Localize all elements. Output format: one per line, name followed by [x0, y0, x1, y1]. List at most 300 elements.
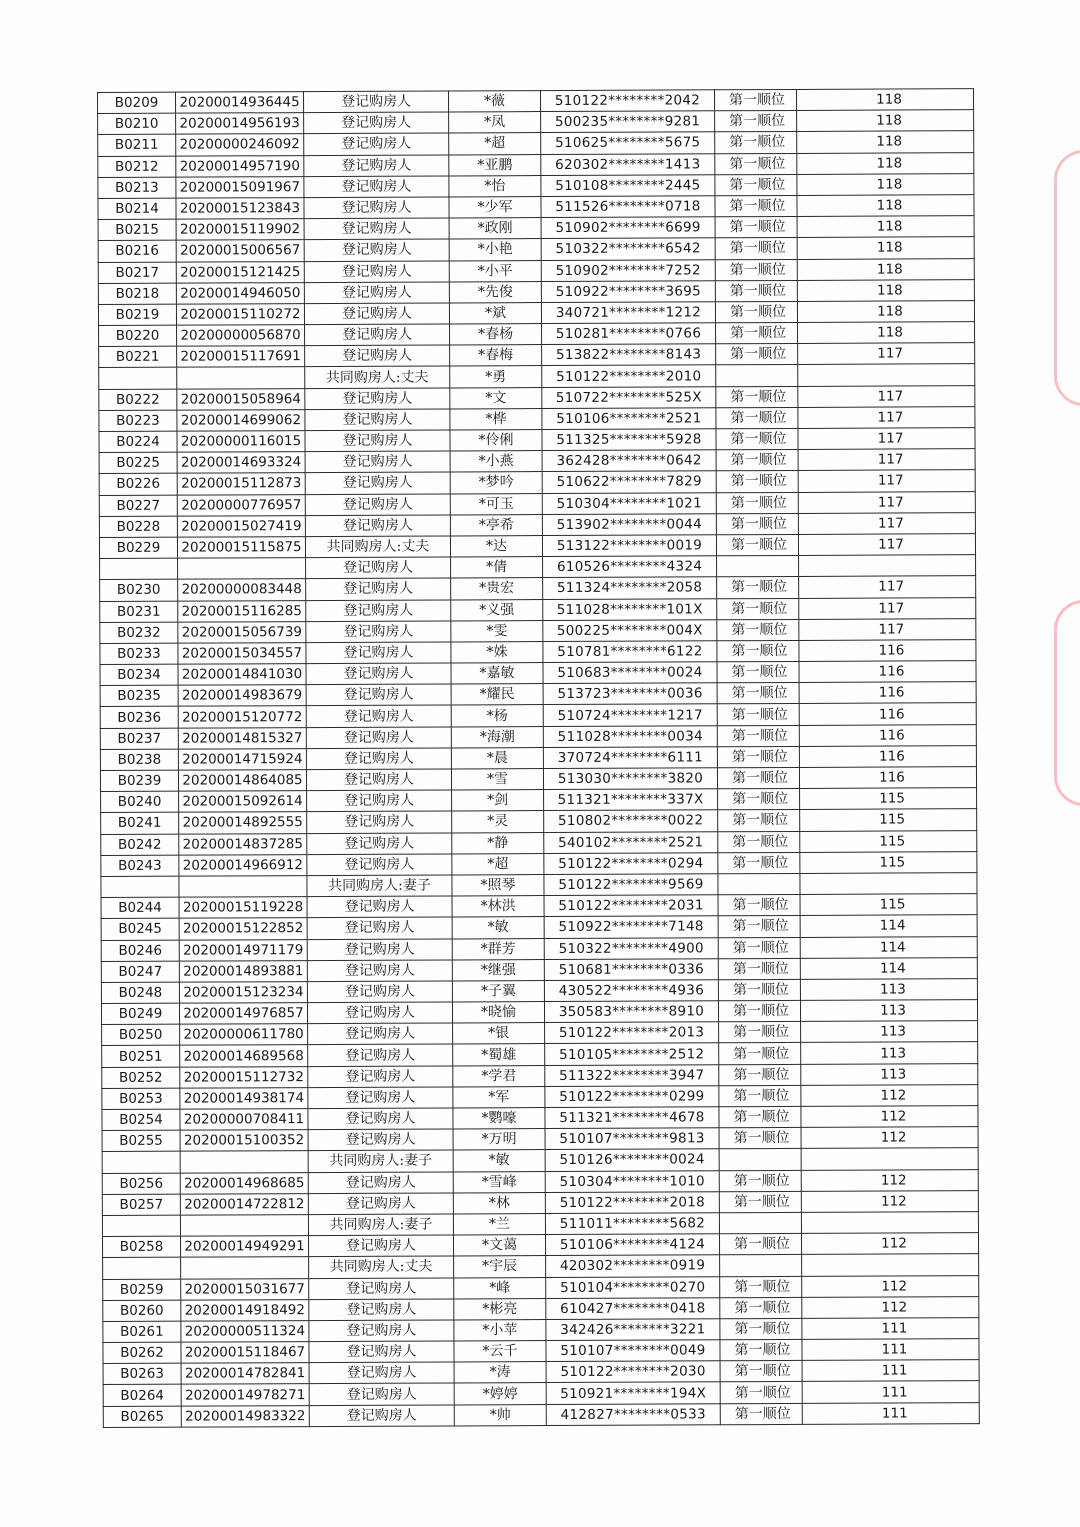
cell-id-number: 510122********0299: [545, 1086, 719, 1108]
cell-priority-order: 第一顺位: [716, 407, 798, 429]
cell-priority-order: 第一顺位: [717, 598, 799, 620]
cell-registration-no: 20200014864085: [178, 770, 306, 792]
cell-buyer-name: *勇: [450, 366, 542, 388]
cell-seq-no: B0265: [103, 1406, 181, 1428]
cell-seq-no: B0237: [100, 728, 178, 750]
cell-buyer-role: 登记购房人: [305, 451, 450, 473]
red-seal-mark-lower: [1054, 600, 1080, 806]
cell-score: 118: [797, 237, 974, 259]
cell-registration-no: [181, 1257, 309, 1279]
cell-priority-order: 第一顺位: [716, 450, 798, 472]
cell-buyer-name: *超: [452, 853, 544, 875]
cell-score: 112: [802, 1296, 979, 1318]
cell-id-number: 510108********2445: [541, 175, 715, 197]
cell-buyer-role: 登记购房人: [308, 1044, 453, 1066]
cell-id-number: 510724********1217: [543, 704, 717, 726]
cell-priority-order: [716, 365, 798, 387]
cell-priority-order: 第一顺位: [718, 979, 800, 1001]
cell-priority-order: 第一顺位: [717, 746, 799, 768]
cell-registration-no: [177, 367, 305, 389]
cell-score: 116: [799, 724, 976, 746]
cell-buyer-name: *文蔼: [453, 1235, 545, 1257]
cell-buyer-role: 登记购房人: [304, 218, 449, 240]
cell-score: 114: [800, 936, 977, 958]
cell-priority-order: 第一顺位: [717, 662, 799, 684]
cell-buyer-role: 登记购房人: [305, 324, 450, 346]
cell-buyer-role: 登记购房人: [305, 430, 450, 452]
cell-registration-no: 20200000708411: [180, 1109, 308, 1131]
cell-id-number: 510122********2030: [546, 1361, 720, 1383]
cell-priority-order: 第一顺位: [719, 1106, 801, 1128]
cell-id-number: 510304********1010: [545, 1170, 719, 1192]
cell-id-number: 510802********0022: [544, 810, 718, 832]
cell-priority-order: 第一顺位: [718, 958, 800, 980]
cell-buyer-role: 登记购房人: [308, 1235, 453, 1257]
cell-id-number: 500225********004X: [543, 619, 717, 641]
cell-buyer-name: *兰: [453, 1213, 545, 1235]
cell-seq-no: B0231: [100, 601, 178, 623]
cell-buyer-role: 登记购房人: [306, 578, 451, 600]
cell-score: 111: [802, 1402, 979, 1424]
cell-priority-order: 第一顺位: [718, 852, 800, 874]
cell-buyer-name: *敏: [452, 917, 544, 939]
cell-seq-no: B0232: [100, 622, 178, 644]
cell-registration-no: 20200000056870: [177, 325, 305, 347]
cell-buyer-name: *峰: [454, 1277, 546, 1299]
cell-id-number: 510122********2013: [545, 1022, 719, 1044]
cell-buyer-role: 登记购房人: [306, 642, 451, 664]
cell-id-number: 510902********6699: [541, 217, 715, 239]
cell-priority-order: 第一顺位: [720, 1403, 802, 1425]
cell-score: 118: [797, 258, 974, 280]
cell-registration-no: 20200014983679: [178, 685, 306, 707]
table-body: [98, 89, 980, 1428]
cell-priority-order: [717, 556, 799, 578]
cell-buyer-name: *伶俐: [450, 430, 542, 452]
cell-buyer-role: 登记购房人: [306, 557, 451, 579]
cell-id-number: 510122********9569: [544, 874, 718, 896]
cell-buyer-name: *彬亮: [454, 1298, 546, 1320]
cell-buyer-role: 登记购房人: [308, 1129, 453, 1151]
cell-seq-no: B0234: [100, 664, 178, 686]
cell-buyer-role: 登记购房人: [306, 748, 451, 770]
cell-id-number: 510105********2512: [545, 1043, 719, 1065]
cell-buyer-name: *剑: [452, 790, 544, 812]
cell-score: 113: [800, 979, 977, 1001]
cell-id-number: 510281********0766: [542, 323, 716, 345]
cell-buyer-role: 登记购房人: [308, 1108, 453, 1130]
cell-score: 115: [800, 809, 977, 831]
cell-registration-no: [178, 558, 306, 580]
cell-seq-no: B0259: [103, 1279, 181, 1301]
cell-seq-no: B0250: [102, 1024, 180, 1046]
cell-id-number: 342426********3221: [546, 1319, 720, 1341]
cell-registration-no: 20200014946050: [176, 282, 304, 304]
cell-score: 111: [802, 1381, 979, 1403]
cell-priority-order: 第一顺位: [718, 895, 800, 917]
cell-buyer-name: *凤: [449, 112, 541, 134]
cell-buyer-role: 登记购房人: [304, 155, 449, 177]
cell-score: 114: [800, 915, 977, 937]
cell-buyer-name: *薇: [448, 91, 540, 113]
cell-registration-no: 20200015112732: [180, 1066, 308, 1088]
cell-registration-no: 20200014893881: [179, 960, 307, 982]
cell-buyer-role: 登记购房人: [304, 303, 449, 325]
cell-buyer-role: 登记购房人: [306, 663, 451, 685]
cell-score: 118: [796, 89, 973, 111]
cell-id-number: 620302********1413: [541, 153, 715, 175]
cell-priority-order: 第一顺位: [717, 577, 799, 599]
cell-priority-order: 第一顺位: [720, 1297, 802, 1319]
cell-seq-no: B0247: [101, 961, 179, 983]
cell-id-number: 510104********0270: [546, 1276, 720, 1298]
cell-buyer-role: 登记购房人: [307, 938, 452, 960]
cell-buyer-role: 登记购房人: [306, 684, 451, 706]
cell-priority-order: 第一顺位: [720, 1318, 802, 1340]
document-sheet: [97, 88, 979, 1428]
cell-priority-order: 第一顺位: [715, 280, 797, 302]
cell-buyer-name: *群芳: [452, 938, 544, 960]
cell-seq-no: B0210: [98, 113, 176, 135]
cell-priority-order: 第一顺位: [715, 174, 797, 196]
cell-registration-no: 20200014936445: [176, 92, 304, 114]
cell-priority-order: 第一顺位: [718, 1001, 800, 1023]
cell-score: 118: [797, 173, 974, 195]
cell-buyer-name: *怡: [449, 175, 541, 197]
cell-buyer-name: *敏: [453, 1150, 545, 1172]
cell-score: 116: [799, 661, 976, 683]
cell-score: 118: [797, 279, 974, 301]
cell-seq-no: B0230: [100, 579, 178, 601]
cell-score: 117: [799, 618, 976, 640]
cell-score: 112: [801, 1169, 978, 1191]
cell-priority-order: 第一顺位: [720, 1339, 802, 1361]
cell-registration-no: 20200015112873: [177, 473, 305, 495]
cell-priority-order: 第一顺位: [720, 1382, 802, 1404]
cell-buyer-role: 登记购房人: [307, 790, 452, 812]
cell-score: 112: [801, 1190, 978, 1212]
cell-seq-no: B0260: [103, 1300, 181, 1322]
cell-score: 113: [801, 1042, 978, 1064]
cell-buyer-role: 登记购房人: [304, 133, 449, 155]
cell-score: [798, 364, 975, 386]
cell-buyer-name: *雯: [451, 620, 543, 642]
cell-id-number: 370724********6111: [543, 747, 717, 769]
cell-buyer-role: 登记购房人: [307, 854, 452, 876]
table-row: [103, 1402, 979, 1427]
cell-score: 116: [799, 703, 976, 725]
cell-score: 117: [798, 406, 975, 428]
cell-id-number: 511325********5928: [542, 429, 716, 451]
cell-buyer-name: *政刚: [449, 218, 541, 240]
cell-id-number: 540102********2521: [544, 831, 718, 853]
cell-id-number: 513122********0019: [542, 535, 716, 557]
cell-score: 115: [800, 788, 977, 810]
cell-buyer-name: *亚鹏: [449, 154, 541, 176]
cell-seq-no: B0224: [99, 431, 177, 453]
cell-score: 118: [797, 216, 974, 238]
cell-id-number: 340721********1212: [541, 302, 715, 324]
cell-buyer-name: *晨: [451, 747, 543, 769]
cell-registration-no: 20200014918492: [181, 1299, 309, 1321]
cell-seq-no: [102, 1152, 180, 1174]
cell-id-number: 510107********9813: [545, 1128, 719, 1150]
cell-buyer-name: *少军: [449, 197, 541, 219]
cell-priority-order: 第一顺位: [716, 386, 798, 408]
cell-score: 116: [799, 640, 976, 662]
cell-seq-no: B0225: [99, 452, 177, 474]
cell-registration-no: 20200015122852: [179, 918, 307, 940]
cell-registration-no: 20200014957190: [176, 155, 304, 177]
cell-seq-no: B0223: [99, 410, 177, 432]
cell-score: 117: [798, 534, 975, 556]
cell-registration-no: 20200014693324: [177, 452, 305, 474]
cell-seq-no: B0256: [102, 1173, 180, 1195]
cell-buyer-role: 登记购房人: [308, 1087, 453, 1109]
cell-id-number: 510622********7829: [542, 471, 716, 493]
cell-registration-no: 20200015123843: [176, 198, 304, 220]
cell-buyer-name: *鹦嚎: [453, 1108, 545, 1130]
cell-buyer-name: *斌: [449, 302, 541, 324]
cell-id-number: 511028********0034: [543, 725, 717, 747]
cell-seq-no: B0215: [98, 219, 176, 241]
cell-score: 117: [798, 428, 975, 450]
cell-id-number: 500235********9281: [541, 111, 715, 133]
buyer-table: [97, 88, 980, 1428]
cell-registration-no: [180, 1215, 308, 1237]
cell-buyer-name: *文: [450, 387, 542, 409]
cell-seq-no: B0222: [99, 389, 177, 411]
cell-score: 117: [798, 385, 975, 407]
cell-registration-no: 20200000776957: [177, 494, 305, 516]
cell-buyer-name: *耀民: [451, 684, 543, 706]
cell-seq-no: B0220: [99, 325, 177, 347]
cell-priority-order: 第一顺位: [717, 640, 799, 662]
cell-registration-no: 20200014837285: [179, 833, 307, 855]
cell-seq-no: B0242: [101, 834, 179, 856]
cell-score: 111: [802, 1318, 979, 1340]
cell-score: 112: [802, 1275, 979, 1297]
cell-buyer-name: *嘉敏: [451, 663, 543, 685]
cell-buyer-role: 登记购房人: [304, 112, 449, 134]
cell-priority-order: 第一顺位: [720, 1361, 802, 1383]
cell-buyer-role: 登记购房人: [309, 1277, 454, 1299]
cell-seq-no: B0244: [101, 897, 179, 919]
cell-registration-no: [180, 1151, 308, 1173]
cell-score: [799, 555, 976, 577]
cell-registration-no: 20200014892555: [179, 812, 307, 834]
cell-registration-no: 20200014949291: [180, 1236, 308, 1258]
cell-registration-no: 20200014938174: [180, 1087, 308, 1109]
cell-buyer-role: 登记购房人: [309, 1383, 454, 1405]
cell-id-number: 510122********2031: [544, 895, 718, 917]
cell-seq-no: B0249: [101, 1003, 179, 1025]
cell-id-number: 362428********0642: [542, 450, 716, 472]
cell-buyer-role: 登记购房人: [308, 1066, 453, 1088]
cell-registration-no: 20200014815327: [178, 727, 306, 749]
cell-buyer-name: *倩: [451, 557, 543, 579]
cell-priority-order: 第一顺位: [716, 428, 798, 450]
cell-buyer-name: *杨: [451, 705, 543, 727]
cell-priority-order: 第一顺位: [717, 704, 799, 726]
cell-buyer-role: 登记购房人: [307, 960, 452, 982]
cell-buyer-name: *雪峰: [453, 1171, 545, 1193]
cell-registration-no: 20200014782841: [181, 1363, 309, 1385]
cell-id-number: 511324********2058: [543, 577, 717, 599]
cell-buyer-name: *子翼: [452, 980, 544, 1002]
cell-seq-no: B0233: [100, 643, 178, 665]
cell-id-number: 430522********4936: [544, 980, 718, 1002]
cell-priority-order: 第一顺位: [716, 534, 798, 556]
cell-priority-order: 第一顺位: [716, 344, 798, 366]
cell-registration-no: 20200015058964: [177, 388, 305, 410]
cell-registration-no: 20200015119902: [176, 219, 304, 241]
cell-buyer-name: *宇辰: [454, 1256, 546, 1278]
cell-score: 117: [799, 597, 976, 619]
cell-buyer-name: *海潮: [451, 726, 543, 748]
cell-buyer-role: 登记购房人: [305, 515, 450, 537]
cell-buyer-name: *雪: [451, 769, 543, 791]
cell-seq-no: [102, 1215, 180, 1237]
cell-buyer-role: 登记购房人: [307, 833, 452, 855]
cell-registration-no: 20200014956193: [176, 113, 304, 135]
cell-seq-no: B0209: [98, 92, 176, 114]
cell-buyer-name: *小平: [449, 260, 541, 282]
cell-buyer-role: 登记购房人: [307, 811, 452, 833]
cell-buyer-role: 登记购房人: [305, 345, 450, 367]
cell-score: 113: [801, 1021, 978, 1043]
cell-priority-order: 第一顺位: [718, 789, 800, 811]
cell-buyer-name: *帅: [454, 1404, 546, 1426]
cell-buyer-role: 登记购房人: [307, 896, 452, 918]
cell-score: 117: [798, 449, 975, 471]
cell-buyer-name: *姝: [451, 641, 543, 663]
cell-score: 115: [800, 830, 977, 852]
cell-buyer-name: *林洪: [452, 896, 544, 918]
cell-buyer-role: 共同购房人:妻子: [308, 1214, 453, 1236]
cell-seq-no: B0239: [100, 770, 178, 792]
cell-id-number: 510681********0336: [544, 958, 718, 980]
cell-registration-no: 20200015120772: [178, 706, 306, 728]
cell-priority-order: [720, 1255, 802, 1277]
cell-seq-no: B0251: [102, 1046, 180, 1068]
cell-registration-no: 20200015031677: [181, 1278, 309, 1300]
cell-priority-order: 第一顺位: [714, 89, 796, 111]
cell-buyer-name: *灵: [452, 811, 544, 833]
cell-id-number: 511321********4678: [545, 1107, 719, 1129]
cell-registration-no: 20200014983322: [181, 1405, 309, 1427]
cell-buyer-role: 登记购房人: [304, 176, 449, 198]
cell-seq-no: B0212: [98, 156, 176, 178]
cell-buyer-role: 登记购房人: [307, 1002, 452, 1024]
cell-seq-no: B0264: [103, 1385, 181, 1407]
cell-priority-order: 第一顺位: [716, 492, 798, 514]
cell-buyer-name: *银: [453, 1023, 545, 1045]
cell-registration-no: 20200000611780: [180, 1024, 308, 1046]
cell-score: 117: [798, 512, 975, 534]
cell-priority-order: 第一顺位: [715, 301, 797, 323]
cell-buyer-name: *婷婷: [454, 1383, 546, 1405]
cell-buyer-name: *超: [449, 133, 541, 155]
cell-score: 117: [799, 576, 976, 598]
cell-buyer-role: 登记购房人: [306, 705, 451, 727]
cell-buyer-name: *军: [453, 1086, 545, 1108]
cell-buyer-name: *贵宏: [451, 578, 543, 600]
cell-score: 116: [799, 682, 976, 704]
cell-priority-order: 第一顺位: [715, 111, 797, 133]
cell-priority-order: 第一顺位: [716, 471, 798, 493]
cell-id-number: 513723********0036: [543, 683, 717, 705]
cell-seq-no: B0214: [98, 198, 176, 220]
cell-buyer-role: 登记购房人: [304, 260, 449, 282]
cell-buyer-role: 登记购房人: [304, 239, 449, 261]
cell-buyer-name: *蜀雄: [453, 1044, 545, 1066]
cell-buyer-role: 共同购房人:丈夫: [305, 536, 450, 558]
cell-registration-no: 20200015121425: [176, 261, 304, 283]
cell-buyer-role: 登记购房人: [309, 1320, 454, 1342]
cell-buyer-role: 登记购房人: [309, 1405, 454, 1427]
cell-priority-order: 第一顺位: [719, 1043, 801, 1065]
cell-seq-no: [100, 558, 178, 580]
cell-registration-no: 20200015092614: [179, 791, 307, 813]
cell-id-number: 510304********1021: [542, 492, 716, 514]
cell-buyer-role: 登记购房人: [305, 388, 450, 410]
cell-id-number: 510683********0024: [543, 662, 717, 684]
cell-id-number: 511321********337X: [544, 789, 718, 811]
cell-id-number: 510122********2042: [540, 90, 714, 112]
cell-buyer-role: 登记购房人: [304, 91, 449, 113]
cell-id-number: 510106********2521: [542, 408, 716, 430]
cell-priority-order: 第一顺位: [717, 683, 799, 705]
cell-registration-no: 20200014689568: [180, 1045, 308, 1067]
cell-priority-order: 第一顺位: [715, 217, 797, 239]
cell-priority-order: 第一顺位: [719, 1191, 801, 1213]
cell-seq-no: B0253: [102, 1088, 180, 1110]
cell-seq-no: B0229: [99, 537, 177, 559]
cell-seq-no: B0227: [99, 495, 177, 517]
cell-score: 112: [801, 1084, 978, 1106]
cell-id-number: 511526********0718: [541, 196, 715, 218]
cell-buyer-role: 登记购房人: [306, 727, 451, 749]
cell-buyer-name: *先俊: [449, 281, 541, 303]
cell-registration-no: 20200014715924: [178, 748, 306, 770]
cell-priority-order: [719, 1212, 801, 1234]
cell-buyer-role: 共同购房人:丈夫: [305, 366, 450, 388]
cell-buyer-role: 登记购房人: [305, 472, 450, 494]
cell-buyer-role: 登记购房人: [304, 197, 449, 219]
cell-score: 118: [797, 301, 974, 323]
cell-buyer-role: 登记购房人: [309, 1299, 454, 1321]
cell-buyer-name: *梦吟: [450, 472, 542, 494]
cell-priority-order: 第一顺位: [715, 259, 797, 281]
cell-registration-no: 20200014971179: [179, 939, 307, 961]
cell-score: 112: [801, 1127, 978, 1149]
cell-buyer-role: 共同购房人:妻子: [308, 1150, 453, 1172]
cell-buyer-name: *万明: [453, 1129, 545, 1151]
cell-id-number: 350583********8910: [544, 1001, 718, 1023]
cell-buyer-role: 登记购房人: [307, 981, 452, 1003]
cell-score: 118: [797, 152, 974, 174]
cell-id-number: 510122********2010: [542, 365, 716, 387]
cell-id-number: 510781********6122: [543, 641, 717, 663]
cell-registration-no: 20200015115875: [177, 537, 305, 559]
cell-seq-no: [103, 1257, 181, 1279]
cell-seq-no: B0254: [102, 1109, 180, 1131]
cell-score: 118: [797, 195, 974, 217]
cell-id-number: 510122********0294: [544, 853, 718, 875]
cell-priority-order: [718, 873, 800, 895]
cell-buyer-name: *亭希: [450, 514, 542, 536]
